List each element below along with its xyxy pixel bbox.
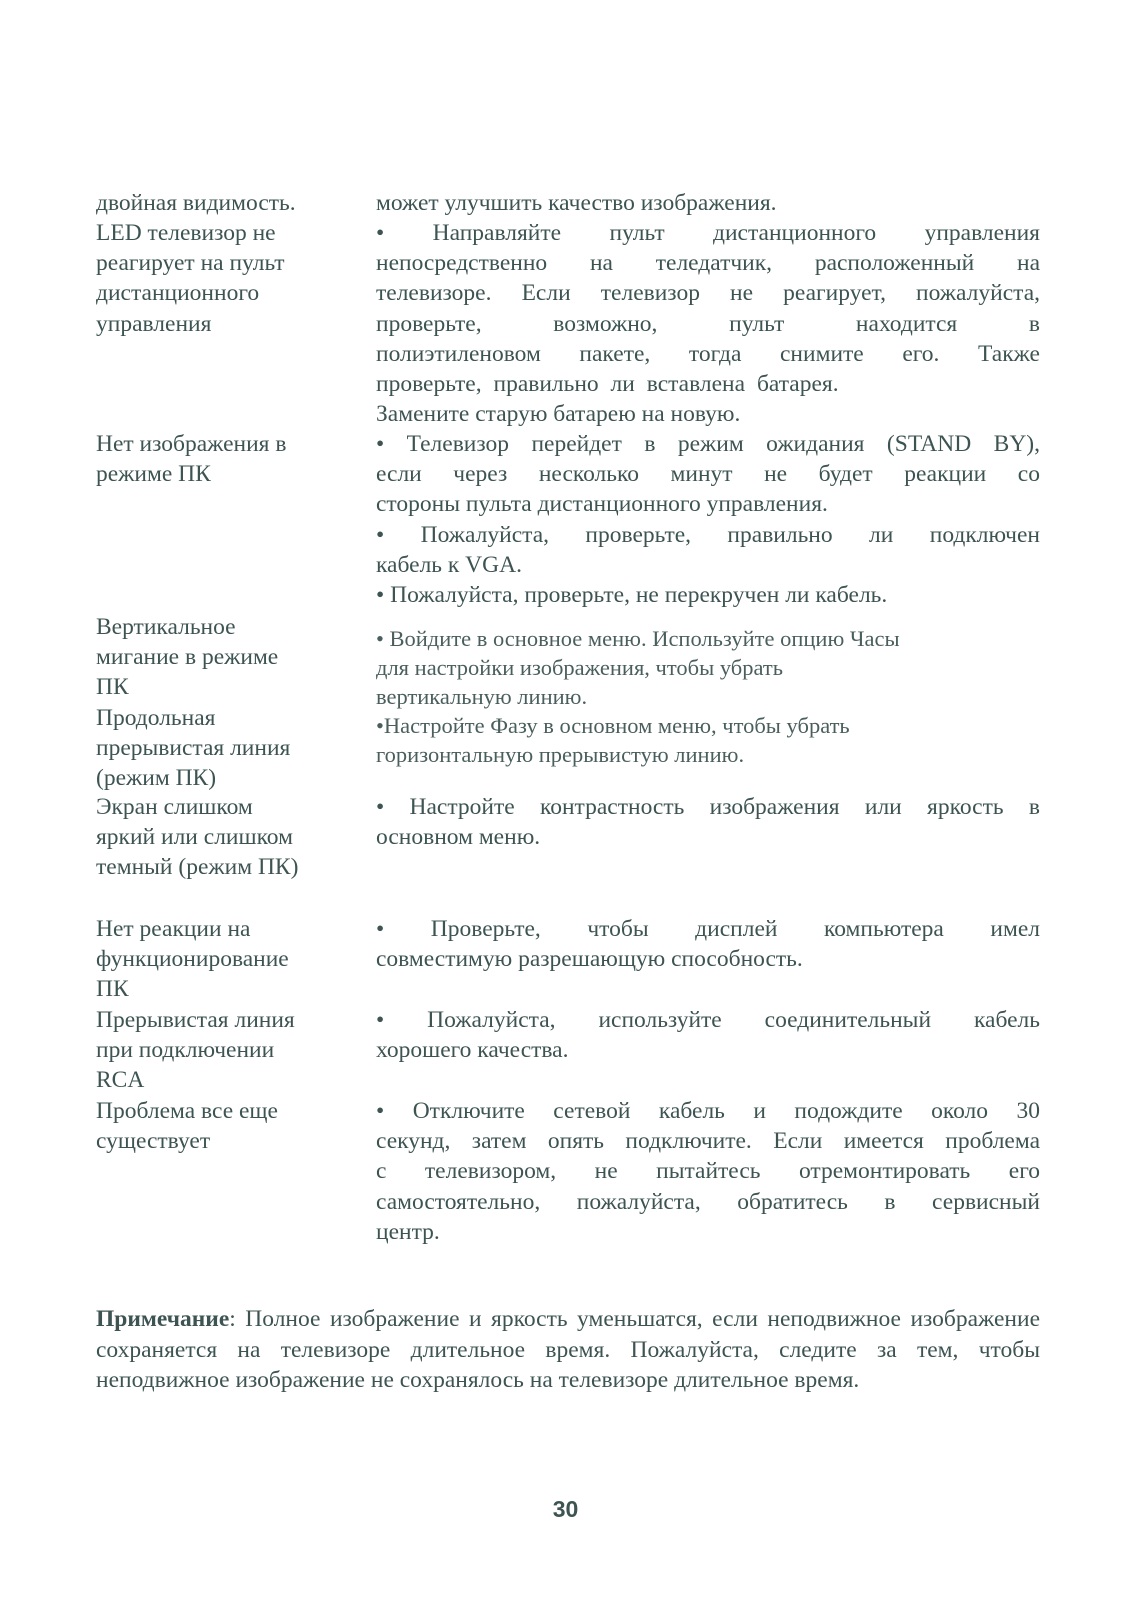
page-number: 30 xyxy=(552,1496,579,1522)
problem-cell xyxy=(96,1096,346,1156)
problem-line: Экран слишком xyxy=(96,794,253,820)
note-label: Примечание xyxy=(96,1306,230,1332)
solution-line: • Настройте контрастность изображения или яркость в xyxy=(376,794,1040,820)
solution-line: • Пожалуйста, проверьте, не перекручен ли кабель. xyxy=(376,582,888,609)
solution-line: основном меню. xyxy=(376,824,541,851)
problem-line: LED телевизор не xyxy=(96,220,276,246)
solution-line: • Направляйте пульт дистанционного управления xyxy=(376,220,1040,246)
solution-cell xyxy=(376,624,1040,769)
problem-line: (режим ПК) xyxy=(96,765,217,792)
solution-line: •Настройте Фазу в основном меню, чтобы убрать xyxy=(376,713,850,738)
problem-line: темный (режим ПК) xyxy=(96,854,299,881)
solution-cell xyxy=(376,188,1040,218)
solution-line: кабель к VGA. xyxy=(376,551,522,578)
problem-cell xyxy=(96,429,346,489)
problem-line: ПК xyxy=(96,976,129,1003)
solution-cell xyxy=(376,792,1040,852)
solution-cell xyxy=(376,914,1040,974)
solution-line: • Отключите сетевой кабель и подождите около 30 xyxy=(376,1098,1040,1124)
solution-line: хорошего качества. xyxy=(376,1037,569,1064)
problem-cell xyxy=(96,914,346,1005)
problem-line: Проблема все еще xyxy=(96,1098,278,1124)
solution-line: самостоятельно, пожалуйста, обратитесь в сервисный xyxy=(376,1188,1040,1215)
problem-cell xyxy=(96,218,346,339)
solution-line: • Проверьте, чтобы дисплей компьютера имел xyxy=(376,916,1040,942)
solution-cell xyxy=(376,218,1040,429)
solution-line: вертикальную линию. xyxy=(376,684,588,709)
problem-line: ПК xyxy=(96,674,129,701)
solution-line: если через несколько минут не будет реакции со xyxy=(376,461,1040,488)
solution-line: непосредственно на теледатчик, расположенный на xyxy=(376,250,1040,277)
solution-line: проверьте, правильно ли вставлена батарея. xyxy=(376,371,839,398)
problem-line: при подключении xyxy=(96,1037,275,1064)
problem-cell xyxy=(96,792,346,883)
solution-line: горизонтальную прерывистую линию. xyxy=(376,742,745,767)
solution-line: для настройки изображения, чтобы убрать xyxy=(376,655,783,680)
problem-cell xyxy=(96,612,346,793)
solution-line: Замените старую батарею на новую. xyxy=(376,401,741,428)
note-text: : Полное изображение и яркость уменьшатся, если неподвижное изображение сохраняется на телевизоре длительное время. Пожалуйста, следите за тем, чтобы неподвижное изображение не сохранялось на телевизоре длительное время. xyxy=(96,1306,1040,1394)
problem-line: существует xyxy=(96,1128,211,1155)
problem-line: реагирует на пульт xyxy=(96,250,285,277)
problem-cell xyxy=(96,188,346,218)
solution-line: проверьте, возможно, пульт находится в xyxy=(376,310,1040,337)
solution-line: с телевизором, не пытайтесь отремонтировать его xyxy=(376,1158,1040,1185)
problem-line: режиме ПК xyxy=(96,461,211,488)
solution-line: • Телевизор перейдет в режим ожидания (STAND BY), xyxy=(376,431,1040,457)
problem-line: функционирование xyxy=(96,946,289,973)
problem-cell xyxy=(96,1005,346,1096)
problem-line: мигание в режиме xyxy=(96,644,279,671)
problem-line: Нет реакции на xyxy=(96,916,251,942)
problem-line: Продольная xyxy=(96,704,216,731)
solution-line: совместимую разрешающую способность. xyxy=(376,946,803,973)
problem-line: Вертикальное xyxy=(96,614,236,640)
solution-line: секунд, затем опять подключите. Если имеется проблема xyxy=(376,1128,1040,1155)
problem-line: Прерывистая линия xyxy=(96,1007,295,1033)
solution-line: • Пожалуйста, используйте соединительный кабель xyxy=(376,1007,1040,1033)
solution-line: полиэтиленовом пакете, тогда снимите его. Также xyxy=(376,340,1040,367)
problem-line: Нет изображения в xyxy=(96,431,287,457)
problem-line: управления xyxy=(96,310,212,337)
solution-line: может улучшить качество изображения. xyxy=(376,190,777,216)
problem-line: двойная видимость. xyxy=(96,190,296,216)
problem-line: прерывистая линия xyxy=(96,734,291,761)
solution-cell xyxy=(376,1096,1040,1247)
note-paragraph xyxy=(96,1304,1040,1396)
solution-cell xyxy=(376,429,1040,610)
problem-line: яркий или слишком xyxy=(96,824,293,851)
problem-line: RCA xyxy=(96,1067,145,1094)
solution-line: центр. xyxy=(376,1218,440,1245)
problem-line: дистанционного xyxy=(96,280,260,307)
solution-line: телевизоре. Если телевизор не реагирует, пожалуйста, xyxy=(376,280,1040,307)
solution-line: • Войдите в основное меню. Используйте опцию Часы xyxy=(376,626,900,651)
solution-line: стороны пульта дистанционного управления. xyxy=(376,491,828,518)
solution-cell xyxy=(376,1005,1040,1065)
solution-line: • Пожалуйста, проверьте, правильно ли подключен xyxy=(376,521,1040,548)
